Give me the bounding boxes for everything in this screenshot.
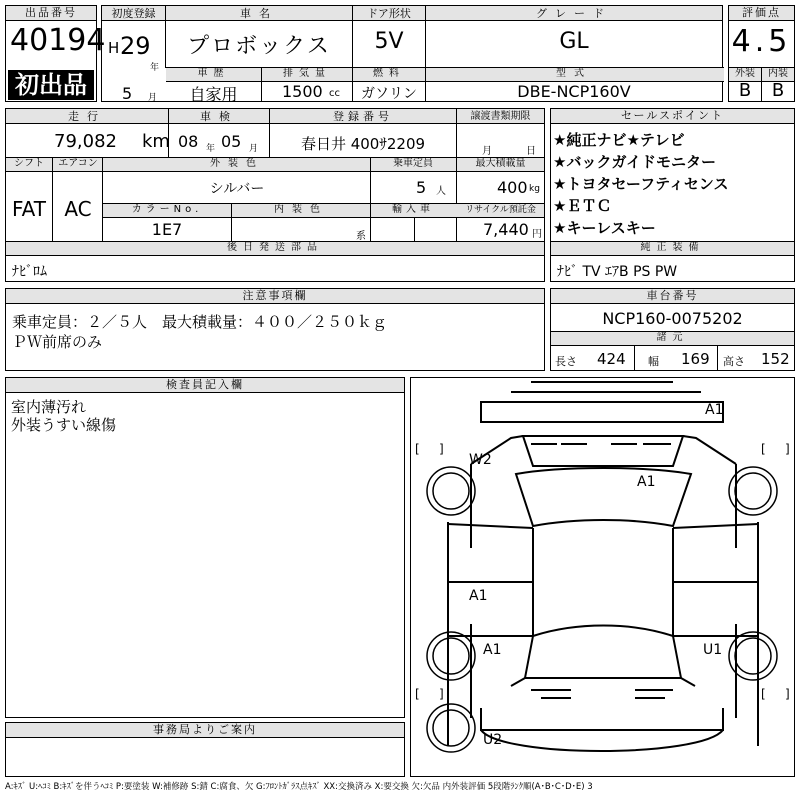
damage-mark-rear-bumper: U2 (483, 732, 503, 748)
transfer-month: 月 (482, 146, 492, 157)
capacity-unit: 人 (436, 186, 446, 197)
office-box (5, 722, 405, 777)
chassis-label: 車台番号 (551, 289, 794, 304)
later-parts-label: 後日発送部品 (227, 242, 323, 253)
fuel-label: 燃料 (373, 68, 405, 79)
damage-mark-quarter-left: A1 (483, 642, 502, 658)
grade-value: GL (559, 29, 589, 54)
selling-point-4: ★ＥＴＣ (553, 197, 612, 215)
selling-point-1: ★純正ナビ★テレビ (553, 131, 685, 149)
svg-text:]: ] (785, 442, 790, 456)
load-value: 400 (497, 178, 528, 197)
plate-value: 春日井 400ｻ2209 (300, 135, 426, 153)
damage-mark-quarter-right: U1 (703, 642, 723, 658)
reg-year: 29 (120, 32, 151, 60)
damage-mark-fender-left: W2 (469, 452, 492, 468)
details-box (5, 108, 545, 282)
insp-year: 08 (178, 132, 199, 151)
lot-box (5, 5, 106, 102)
selling-point-5: ★キーレスキー (553, 219, 656, 237)
year-unit: 年 (150, 63, 160, 73)
svg-text:[: [ (761, 687, 766, 701)
insp-month: 05 (221, 132, 242, 151)
notes-line-2: ＰＷ前席のみ (12, 333, 103, 351)
equipment-label: 純正装備 (640, 242, 705, 253)
capacity-value: 5 (416, 178, 427, 197)
ext-label: 外装 (735, 68, 755, 79)
car-damage-diagram (411, 378, 794, 776)
insp-month-unit: 月 (249, 144, 259, 154)
chassis-number: NCP160-0075202 (602, 309, 743, 328)
history-value: 自家用 (189, 85, 238, 104)
shift-value: FAT (11, 197, 46, 221)
reg-label: 初度登録 (111, 7, 156, 20)
ext-color-label: 外装色 (210, 158, 264, 169)
selling-points-label: セールスポイント (551, 109, 794, 124)
first-listing-badge: 初出品 (8, 70, 94, 100)
car-info-box (101, 5, 723, 102)
lot-number: 40194 (10, 23, 106, 58)
svg-text:]: ] (439, 442, 444, 456)
damage-mark-rear-door-left: A1 (469, 588, 488, 604)
notes-label: 注意事項欄 (6, 289, 544, 304)
mileage-value: 79,082 (54, 131, 117, 152)
km-unit: km (142, 131, 170, 152)
length-value: 424 (597, 350, 626, 368)
height-label: 高さ (723, 355, 745, 368)
int-label: 内装 (768, 68, 788, 79)
recycle-unit: 円 (532, 229, 542, 240)
diagram-box (410, 377, 795, 777)
selling-point-3: ★トヨタセーフティセンス (553, 175, 729, 193)
damage-mark-hood: A1 (637, 474, 656, 490)
overall-score: 4.5 (731, 24, 792, 59)
reg-no-label: 登録番号 (333, 110, 393, 123)
mileage-label: 走行 (68, 110, 106, 123)
svg-text:[: [ (761, 442, 766, 456)
int-color-label: 内装色 (274, 204, 328, 215)
width-label: 幅 (648, 355, 659, 368)
capacity-label: 乗車定員 (393, 158, 433, 169)
score-box (728, 5, 795, 102)
legend-text: A:ｷｽﾞ U:ﾍｺﾐ B:ｷｽﾞを伴うﾍｺﾐ P:要塗装 W:補修跡 S:錆 C:腐食、欠 G:ﾌﾛﾝﾄｶﾞﾗｽ点ｷｽﾞ XX:交換済み X:要交換 欠:欠品 内外装評価 5段階ﾗﾝｸ順(A･B･C･D･E) 3 (5, 782, 593, 792)
int-color-unit: 系 (356, 231, 366, 242)
height-value: 152 (761, 350, 790, 368)
recycle-label: リサイクル預託金 (465, 205, 536, 215)
car-name: プロボックス (187, 34, 331, 59)
displacement-label: 排気量 (283, 68, 331, 79)
color-no-label: カラーNo. (131, 204, 203, 215)
transfer-day: 日 (526, 146, 536, 157)
score-label: 評価点 (729, 6, 794, 21)
door-label: ドア形状 (367, 7, 411, 20)
inspector-box (5, 377, 405, 718)
history-label: 車歴 (197, 68, 230, 79)
office-label: 事務局よりご案内 (6, 723, 404, 738)
ac-label: エアコン (58, 158, 98, 169)
load-unit: kg (529, 184, 540, 194)
name-label: 車名 (240, 7, 278, 20)
svg-text:[: [ (415, 442, 420, 456)
notes-line-1: 乗車定員：２／５人 最大積載量：４００／２５０ｋｇ (12, 313, 388, 331)
ac-value: AC (64, 197, 92, 221)
model-label: 型式 (556, 68, 592, 79)
recycle-value: 7,440 (483, 220, 529, 239)
displacement-value: 1500 (282, 82, 323, 101)
load-label: 最大積載量 (475, 158, 526, 169)
cc-unit: cc (329, 88, 340, 99)
svg-text:]: ] (785, 687, 790, 701)
width-value: 169 (681, 350, 710, 368)
shift-label: シフト (14, 158, 44, 169)
chassis-box (550, 288, 795, 371)
dims-label: 諸元 (656, 332, 689, 343)
notes-box (5, 288, 545, 371)
color-no-value: 1E7 (151, 220, 183, 239)
inspector-line-2: 外装うすい線傷 (11, 416, 117, 434)
svg-text:]: ] (439, 687, 444, 701)
ext-color-value: シルバー (209, 181, 265, 197)
inspector-label: 検査員記入欄 (6, 378, 404, 393)
later-parts-value: ﾅﾋﾞﾛﾑ (12, 264, 47, 280)
damage-mark-bumper: A1 (705, 402, 724, 418)
inspection-label: 車検 (200, 110, 238, 123)
insp-year-unit: 年 (206, 144, 216, 154)
transfer-label: 譲渡書類期限 (470, 111, 531, 122)
selling-points-box (550, 108, 795, 282)
reg-month: 5 (122, 84, 133, 103)
inspector-line-1: 室内薄汚れ (11, 398, 87, 416)
svg-text:[: [ (415, 687, 420, 701)
equipment-value: ﾅﾋﾞ TV ｴｱB PS PW (557, 264, 678, 280)
selling-point-2: ★バックガイドモニター (553, 153, 716, 171)
reg-era: H (108, 39, 120, 57)
lot-label: 出品番号 (6, 6, 96, 21)
grade-label: グレード (536, 7, 612, 20)
import-label: 輸入車 (392, 204, 434, 215)
model-code: DBE-NCP160V (517, 82, 631, 101)
length-label: 長さ (555, 355, 577, 368)
int-grade: B (771, 80, 785, 101)
month-unit: 月 (148, 93, 158, 103)
fuel-value: ガソリン (361, 86, 417, 102)
ext-grade: B (738, 80, 752, 101)
door-type: 5V (374, 29, 404, 54)
